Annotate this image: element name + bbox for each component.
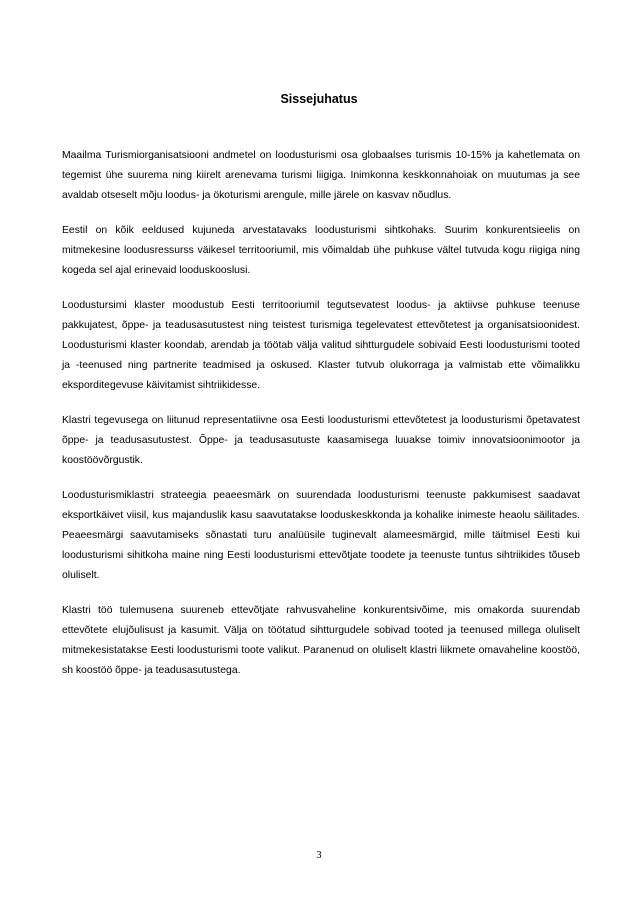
page-number: 3 bbox=[316, 850, 322, 861]
page-title: Sissejuhatus bbox=[280, 92, 358, 106]
body-text bbox=[62, 146, 580, 696]
paragraph: Klastri töö tulemusena suureneb ettevõtjate rahvusvaheline konkurentsivõime, mis omakorda suurendab ettevõtete elujõulisust ja kasumit. Välja on töötatud sihtturgudele sobivad tooted ja teenused millega oluliselt mitmekesistatakse Eesti loodusturismi toote valikut. Paranenud on oluliselt klastri liikmete omavaheline koostöö, sh koostöö õppe- ja teadusasutustega. bbox=[62, 605, 580, 676]
paragraph: Klastri tegevusega on liitunud representatiivne osa Eesti loodusturismi ettevõtetest ja loodusturismi õpetavatest õppe- ja teadusasutustest. Õppe- ja teadusasutuste kaasamisega luuakse toimiv innovatsioonimootor ja koostöövõrgustik. bbox=[62, 415, 580, 466]
paragraph: Loodusturismiklastri strateegia peaeesmärk on suurendada loodusturismi teenuste pakkumisest saadavat eksportkäivet viisil, kus majanduslik kasu saavutatakse looduskeskkonda ja kohalike inimeste heaolu säilitades. Peaeesmärgi saavutamiseks sõnastati turu analüüsile tuginevalt alameesmärgid, mille täitmisel Eesti kui loodusturismi sihitkoha maine ning Eesti loodusturismi ettevõtjate toodete ja teenuste tuntus sihtriikides tõuseb oluliselt. bbox=[62, 490, 580, 581]
paragraph: Eestil on kõik eeldused kujuneda arvestatavaks loodusturismi sihtkohaks. Suurim konkurentsieelis on mitmekesine loodusressurss väikesel territooriumil, mis võimaldab ühe puhkuse vältel tutvuda kogu riigiga ning kogeda sel ajal erinevaid looduskooslusi. bbox=[62, 225, 580, 276]
paragraph: Maailma Turismiorganisatsiooni andmetel on loodusturismi osa globaalses turismis 10-15% ja kahetlemata on tegemist ühe suurema ning kiirelt arenevama turismi liigiga. Inimkonna keskkonnahoiak on muutumas ja see avaldab otseselt mõju loodus- ja ökoturismi arengule, mille järele on kasvav nõudlus. bbox=[62, 150, 580, 201]
paragraph: Loodustursimi klaster moodustub Eesti territooriumil tegutsevatest loodus- ja aktiivse puhkuse teenuse pakkujatest, õppe- ja teadusasutustest ning teistest turismiga tegelevatest ettevõtetest ja organisatsioonidest. Loodusturismi klaster koondab, arendab ja töötab välja valitud sihtturgudele sobivaid Eesti loodusturismi tooted ja -teenused ning partnerite teadmised ja oskused. Klaster tutvub olukorraga ja valmistab ette võimalikku eksporditegevuse käivitamist sihtriikidesse. bbox=[62, 300, 580, 391]
